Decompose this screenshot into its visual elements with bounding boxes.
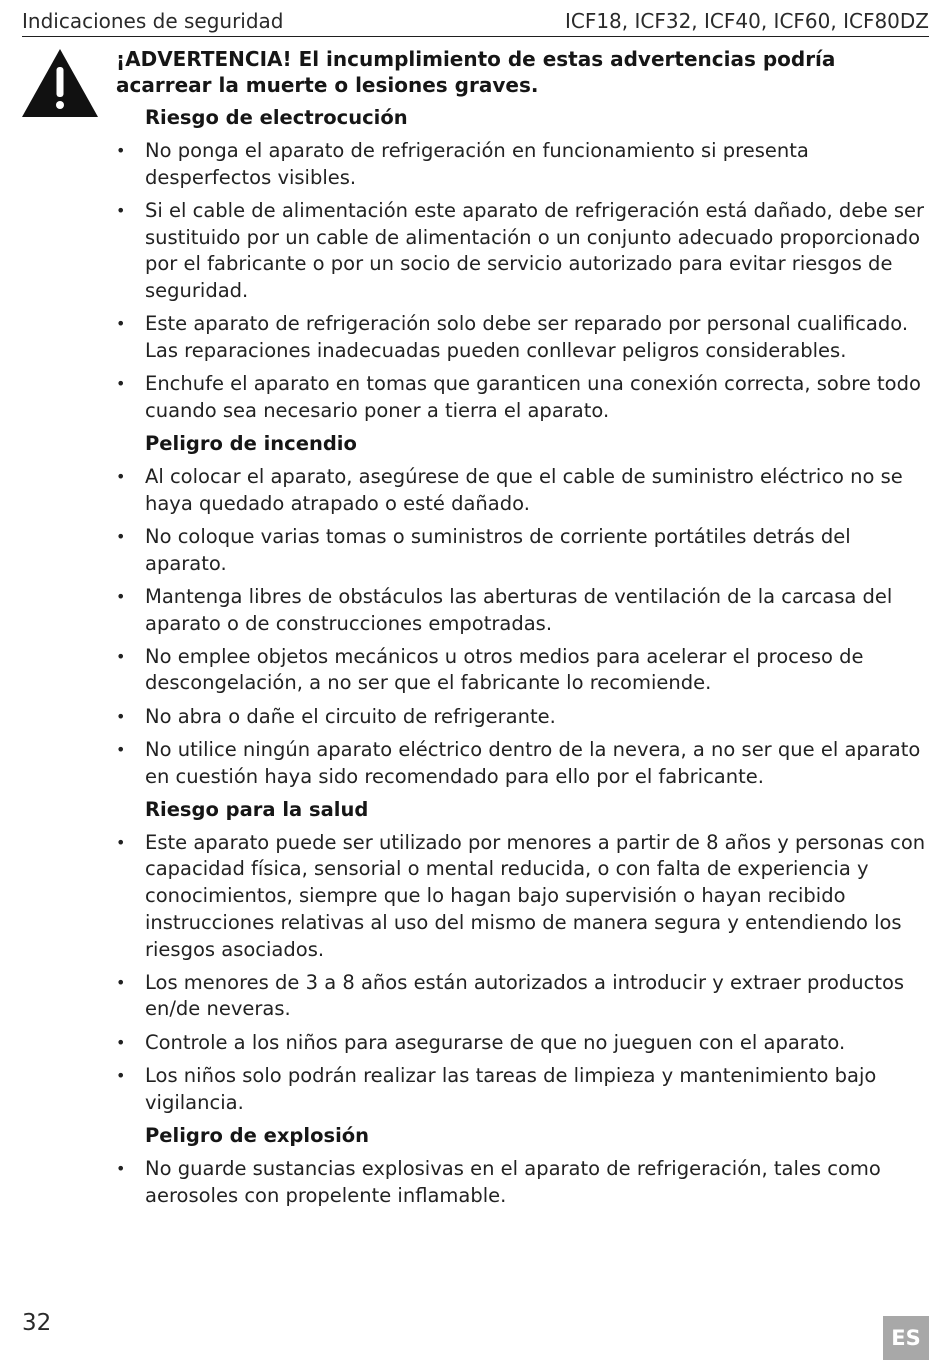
list-item-text: Este aparato de refrigeración solo debe ser reparado por personal cualificado. Las reparaciones inadecuadas pueden conllevar peligros considerables.	[145, 312, 909, 362]
list-item-text: Al colocar el aparato, asegúrese de que el cable de suministro eléctrico no se haya quedado atrapado o esté dañado.	[145, 465, 903, 515]
list-item-text: No emplee objetos mecánicos u otros medios para acelerar el proceso de descongelación, a no ser que el fabricante lo recomiende.	[145, 644, 864, 695]
list-item	[116, 524, 929, 577]
bullet-dot: •	[116, 526, 126, 546]
list-item	[116, 1030, 929, 1057]
bullet-dot: •	[116, 467, 126, 487]
section-title: Riesgo de electrocución	[145, 106, 408, 129]
bullet-dot: •	[116, 832, 126, 852]
list-item	[116, 138, 929, 191]
bullet-dot: •	[116, 972, 126, 992]
section-explosion	[116, 1123, 929, 1209]
section-fire	[116, 431, 929, 790]
section-health	[116, 797, 929, 1117]
list-item	[116, 1063, 929, 1116]
bullet-dot: •	[116, 1032, 126, 1052]
list-item	[116, 584, 929, 637]
list-item-text: Mantenga libres de obstáculos las aberturas de ventilación de la carcasa del aparato o de construcciones empotradas.	[145, 584, 893, 635]
list-item-text: Enchufe el aparato en tomas que garanticen una conexión correcta, sobre todo cuando sea necesario poner a tierra el aparato.	[145, 372, 921, 422]
bullet-dot: •	[116, 1158, 126, 1178]
list-item	[116, 644, 929, 697]
bullet-dot: •	[116, 646, 126, 666]
list-item	[116, 1156, 929, 1209]
model-list: ICF18, ICF32, ICF40, ICF60, ICF80DZ	[564, 9, 929, 33]
warning-triangle-icon	[22, 49, 98, 117]
list-item-text: Si el cable de alimentación este aparato de refrigeración está dañado, debe ser sustituido por un cable de alimentación o un conjunto adecuado proporcionado por el fabricante o por un socio de servicio autorizado para evitar riesgos de seguridad.	[145, 198, 925, 303]
bullet-dot: •	[116, 374, 126, 394]
bullet-list	[116, 830, 929, 1117]
warning-title: ¡ADVERTENCIA! El incumplimiento de estas advertencias podría acarrear la muerte o lesiones graves.	[116, 47, 836, 97]
list-item	[116, 371, 929, 424]
list-item-text: No abra o dañe el circuito de refrigerante.	[145, 704, 556, 728]
language-badge: ES	[883, 1316, 929, 1360]
list-item	[116, 198, 929, 305]
list-item-text: No utilice ningún aparato eléctrico dentro de la nevera, a no ser que el aparato en cuestión haya sido recomendado para ello por el fabricante.	[145, 737, 921, 788]
list-item-text: No coloque varias tomas o suministros de corriente portátiles detrás del aparato.	[145, 524, 851, 575]
bullet-list	[116, 1156, 929, 1209]
bullet-dot: •	[116, 314, 126, 334]
list-item-text: Controle a los niños para asegurarse de que no jueguen con el aparato.	[145, 1030, 846, 1054]
list-item	[116, 704, 929, 731]
page-header	[22, 6, 929, 37]
section-title: Peligro de incendio	[145, 432, 357, 456]
bullet-dot: •	[116, 739, 126, 759]
section-title: Peligro de explosión	[145, 1123, 370, 1147]
list-item-text: No guarde sustancias explosivas en el aparato de refrigeración, tales como aerosoles con propelente inflamable.	[145, 1156, 881, 1207]
list-item	[116, 311, 929, 364]
list-item-text: Los menores de 3 a 8 años están autorizados a introducir y extraer productos en/de neveras.	[145, 970, 905, 1021]
bullet-dot: •	[116, 141, 126, 160]
bullet-list	[116, 464, 929, 790]
bullet-list	[116, 138, 929, 425]
page-number: 32	[22, 1310, 52, 1336]
list-item-text: Este aparato puede ser utilizado por menores a partir de 8 años y personas con capacidad física, sensorial o mental reducida, o con falta de experiencia y conocimientos, siempre que lo hagan bajo supervisión o hayan recibido instrucciones relativas al uso del mismo de manera segura y entendiendo los riesgos asociados.	[145, 830, 926, 961]
bullet-dot: •	[116, 586, 126, 606]
list-item	[116, 464, 929, 517]
bullet-dot: •	[116, 706, 126, 726]
section-title: Riesgo para la salud	[145, 797, 369, 821]
section-electrocution	[116, 105, 929, 425]
section-name: Indicaciones de seguridad	[22, 9, 284, 33]
list-item	[116, 970, 929, 1023]
safety-content	[116, 46, 929, 1216]
list-item	[116, 830, 929, 964]
bullet-dot: •	[116, 200, 126, 220]
bullet-dot: •	[116, 1065, 126, 1085]
list-item-text: No ponga el aparato de refrigeración en funcionamiento si presenta desperfectos visibles.	[145, 139, 809, 189]
list-item-text: Los niños solo podrán realizar las tareas de limpieza y mantenimiento bajo vigilancia.	[145, 1063, 877, 1114]
list-item	[116, 737, 929, 790]
